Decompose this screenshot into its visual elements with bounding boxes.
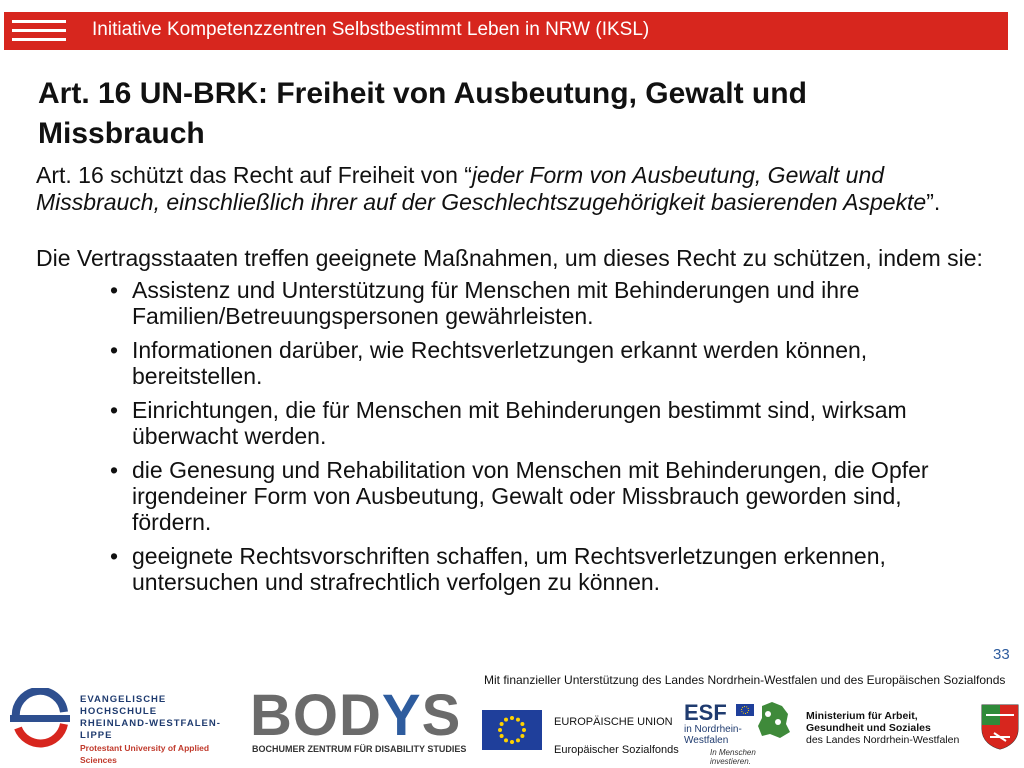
slide-title: Art. 16 UN-BRK: Freiheit von Ausbeutung, Gewalt und Missbrauch	[38, 77, 807, 150]
eu-line2: Europäischer Sozialfonds	[554, 744, 679, 756]
evh-wordmark	[80, 694, 233, 766]
bodys-wordmark	[250, 682, 461, 749]
evh-line3: Protestant University of Applied Sciences	[80, 743, 210, 765]
list-item	[36, 337, 986, 389]
ministry-caption	[806, 710, 959, 746]
list-item-text: geeignete Rechtsvorschriften schaffen, um Rechtsverletzungen erkennen, untersuchen und strafrechtlich verfolgen zu können.	[132, 543, 886, 595]
list-item-text: die Genesung und Rehabilitation von Menschen mit Behinderungen, die Opfer irgendeiner Form von Ausbeutung, Gewalt oder Missbrauch geworden sind, fördern.	[132, 457, 929, 535]
slide-body	[36, 162, 986, 603]
menu-lines-icon	[12, 20, 66, 42]
evh-emblem-icon	[8, 688, 74, 748]
evh-line1: EVANGELISCHE HOCHSCHULE	[80, 694, 167, 717]
funding-statement: Mit finanzieller Unterstützung des Landes Nordrhein-Westfalen und des Europäischen Sozialfonds	[484, 673, 1006, 687]
esf-line2: Westfalen	[684, 735, 729, 746]
esf-line1: in Nordrhein-	[684, 724, 742, 735]
bodys-word-s: S	[421, 683, 462, 748]
list-item-text: Einrichtungen, die für Menschen mit Behinderungen bestimmt sind, wirksam überwacht werden.	[132, 397, 907, 449]
intro-prefix: Art. 16 schützt das Recht auf Freiheit von “	[36, 162, 472, 188]
nrw-map-icon	[756, 700, 792, 740]
bullet-icon: •	[110, 337, 119, 363]
header-title: Initiative Kompetenzzentren Selbstbestimmt Leben in NRW (IKSL)	[92, 19, 650, 40]
coat-of-arms-icon	[980, 703, 1020, 751]
measures-list	[36, 277, 986, 595]
bodys-word-a: BOD	[250, 683, 382, 748]
page-number: 33	[993, 646, 1010, 663]
ministry-line3: des Landes Nordrhein-Westfalen	[806, 734, 960, 746]
eu-flag-icon	[482, 710, 542, 750]
bullet-icon: •	[110, 397, 119, 423]
list-item	[36, 277, 986, 329]
bullet-icon: •	[110, 277, 119, 303]
esf-tagline: In Menschen investieren.	[710, 748, 756, 766]
esf-logo	[684, 700, 794, 766]
bullet-icon: •	[110, 457, 119, 483]
header-bar	[4, 12, 1008, 50]
nrw-coat-of-arms-logo	[980, 703, 1020, 751]
bodys-logo	[250, 683, 470, 758]
bodys-word-y: Y	[381, 683, 422, 748]
lead-paragraph: Die Vertragsstaaten treffen geeignete Maßnahmen, um dieses Recht zu schützen, indem sie:	[36, 245, 983, 271]
bodys-subtitle: BOCHUMER ZENTRUM FÜR DISABILITY STUDIES	[252, 744, 467, 754]
eu-flag-logo	[482, 710, 542, 750]
esf-eu-flag-icon	[736, 704, 754, 716]
esf-wordmark: ESF	[684, 700, 727, 725]
list-item	[36, 543, 986, 595]
evh-line2: RHEINLAND-WESTFALEN-LIPPE	[80, 718, 221, 741]
bullet-icon: •	[110, 543, 119, 569]
intro-suffix: ”.	[926, 189, 941, 215]
list-item	[36, 397, 986, 449]
esf-region-text	[684, 724, 742, 746]
intro-paragraph	[36, 162, 986, 216]
list-item-text: Assistenz und Unterstützung für Menschen mit Behinderungen und ihre Familien/Betreuungspersonen gewährleisten.	[132, 277, 860, 329]
intro-quote: jeder Form von Ausbeutung, Gewalt und Missbrauch, einschließlich ihrer auf der Geschlechtszugehörigkeit basierenden Aspekte	[36, 162, 927, 215]
ministry-line1: Ministerium für Arbeit,	[806, 710, 918, 722]
eu-caption	[554, 708, 679, 764]
eu-line1: EUROPÄISCHE UNION	[554, 716, 673, 728]
list-item-text: Informationen darüber, wie Rechtsverletzungen erkannt werden können, bereitstellen.	[132, 337, 868, 389]
list-item	[36, 457, 986, 535]
ministry-line2: Gesundheit und Soziales	[806, 722, 931, 734]
evh-logo	[8, 688, 233, 765]
